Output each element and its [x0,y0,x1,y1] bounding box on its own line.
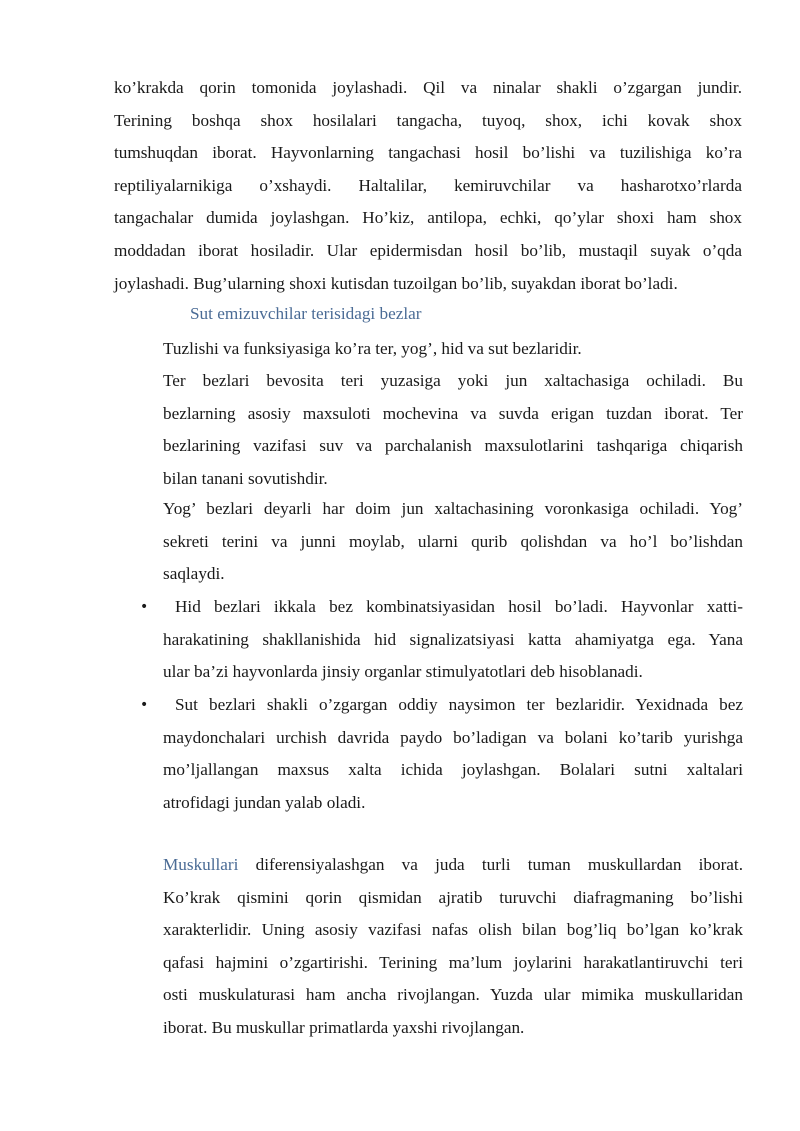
text-line [163,591,743,624]
text-line: maydonchalari urchish davrida paydo bo’ladigan va bolani ko’tarib yurishga [163,727,743,747]
text-line: iborat. Bu muskullar primatlarda yaxshi rivojlangan. [163,1017,525,1037]
intro-line [163,333,743,366]
text-line: bezlarining vazifasi suv va parchalanish maxsulotlarini tashqariga chiqarish [163,436,743,456]
text-line-content: Sut bezlari shakli o’zgargan oddiy naysimon ter bezlaridir. Yexidnada bez [175,695,743,714]
text-line: Ter bezlari bevosita teri yuzasiga yoki jun xaltachasiga ochiladi. Bu [163,371,743,390]
text-line: atrofidagi jundan yalab oladi. [163,792,366,812]
text-line: ular ba’zi hayvonlarda jinsiy organlar stimulyatotlari deb hisoblanadi. [163,662,643,682]
text-line: Tuzlishi va funksiyasiga ko’ra ter, yog’, hid va sut bezlaridir. [163,339,582,358]
section-heading: Sut emizuvchilar terisidagi bezlar [190,304,422,323]
text-line: Ko’krak qismini qorin qismidan ajratib turuvchi diafragmaning bo’lishi [163,887,743,907]
text-line: tangachalar dumida joylashgan. Ho’kiz, antilopa, echki, qo’ylar shoxi ham shox [114,208,742,228]
text-line: qafasi hajmini o’zgartirishi. Terining ma’lum joylarini harakatlantiruvchi teri [163,952,743,972]
paragraph-body-covering [114,72,742,300]
text-line-content: diferensiyalashgan va juda turli tuman muskullardan iborat. [238,855,743,874]
text-line: reptiliyalarnikiga o’xshaydi. Haltalilar, kemiruvchilar va hasharotxo’rlarda [114,175,742,195]
text-line [163,689,743,722]
text-line: ko’krakda qorin tomonida joylashadi. Qil va ninalar shakli o’zgargan jundir. [114,78,742,97]
text-line: moddadan iborat hosiladir. Ular epidermisdan hosil bo’lib, mustaqil suyak o’qda [114,240,742,260]
bullet-marker: • [140,599,149,615]
text-line: Yog’ bezlari deyarli har doim jun xaltachasining voronkasiga ochiladi. Yog’ [163,499,743,518]
text-line: sekreti terini va junni moylab, ularni qurib qolishdan va ho’l bo’lishdan [163,531,743,551]
text-line: bilan tanani sovutishdir. [163,468,328,488]
paragraph-muscles [163,849,743,1045]
text-line-content: Hid bezlari ikkala bez kombinatsiyasidan hosil bo’ladi. Hayvonlar xatti- [175,597,743,616]
text-line: mo’ljallangan maxsus xalta ichida joylashgan. Bolalari sutni xaltalari [163,760,743,780]
text-line: saqlaydi. [163,564,225,584]
text-line [163,849,743,882]
paragraph-scent-glands [163,591,743,689]
text-line: xarakterlidir. Uning asosiy vazifasi nafas olish bilan bog’liq bo’lgan ko’krak [163,920,743,940]
text-line: osti muskulaturasi ham ancha rivojlangan. Yuzda ular mimika muskullaridan [163,985,743,1005]
paragraph-fat-glands [163,493,743,591]
text-line: tumshuqdan iborat. Hayvonlarning tangachasi hosil bo’lishi va tuzilishiga ko’ra [114,143,742,163]
muscles-keyword: Muskullari [163,855,239,874]
bullet-marker: • [140,697,149,713]
paragraph-milk-glands [163,689,743,819]
text-line: harakatining shakllanishida hid signalizatsiyasi katta ahamiyatga ega. Yana [163,629,743,649]
paragraph-sweat-glands [163,365,743,495]
text-line: bezlarning asosiy maxsuloti mochevina va suvda erigan tuzdan iborat. Ter [163,403,743,423]
text-line: Terining boshqa shox hosilalari tangacha, tuyoq, shox, ichi kovak shox [114,110,742,130]
text-line: joylashadi. Bug’ularning shoxi kutisdan tuzoilgan bo’lib, suyakdan iborat bo’ladi. [114,273,678,293]
